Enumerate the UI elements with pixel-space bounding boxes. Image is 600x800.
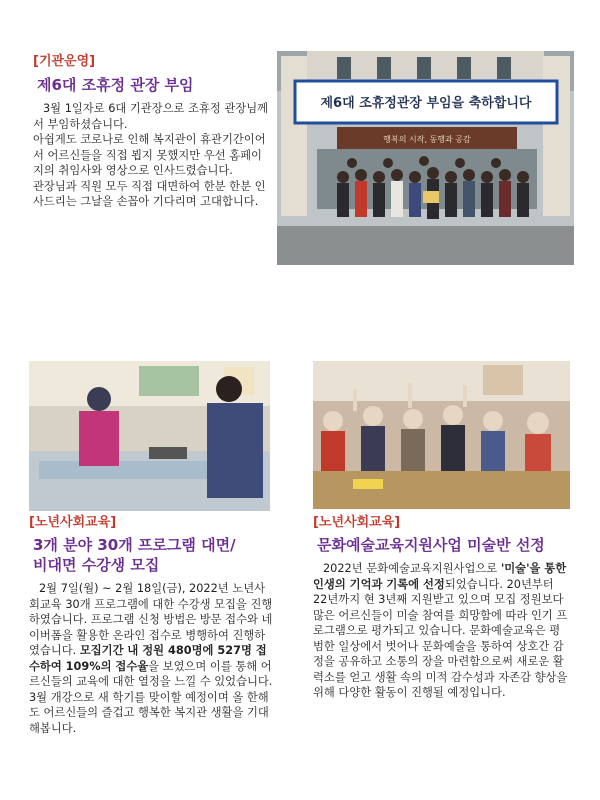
article-2-title-line-1: 3개 분야 30개 프로그램 대면/ xyxy=(33,536,236,554)
building-sign-text: 행복의 시작, 동행과 공감 xyxy=(383,135,471,144)
article-3 xyxy=(313,515,571,701)
article-3-text-part-1: 2022년 문화예술교육지원사업으로 xyxy=(323,562,501,575)
article-2-category: [노년사회교육] xyxy=(29,515,117,530)
article-1 xyxy=(33,54,270,210)
banner-text: 제6대 조휴정관장 부임을 축하합니다 xyxy=(320,96,532,111)
article-3-text-highlight: '미술'을 통한 인생의 기억과 기록에 선정 xyxy=(313,562,567,591)
article-2-title-line-2: 비대면 수강생 모집 xyxy=(33,556,160,574)
article-2-body xyxy=(29,581,273,736)
article-2-text-part-1: 2월 7일(월) ~ 2월 18일(금), 2022년 노년사회교육 30개 프로그램에 대한 수강생 모집을 진행하였습니다. 프로그램 신청 방법은 방문 접수와 네이버폼을 활용한 온라인 접수로 병행하여 진행하였습니다. xyxy=(29,582,273,657)
article-2 xyxy=(29,515,273,736)
enrollment-photo-illustration xyxy=(29,361,270,511)
art-class-photo-illustration xyxy=(313,361,570,509)
article-3-text-part-2: 되었습니다. 20년부터 22년까지 현 3년째 지원받고 있으며 모집 정원보다 많은 어르신들이 미술 참여를 희망함에 따라 인기 프로그램으로 평가되고 있습니다. 문화예술교육은 평범한 일상에서 벗어나 문화예술을 통하여 상호간 감정을 공유하고 소통의 장을 마련함으로써 새로운 활력소를 얻고 생활 속의 미적 감수성과 자존감 향상을 위해 다양한 활동이 진행될 예정입니다. xyxy=(313,577,568,699)
article-1-title: 제6대 조휴정 관장 부임 xyxy=(37,76,194,94)
article-2-text-part-2: 을 보였으며 이를 통해 어르신들의 교육에 대한 열정을 느낄 수 있었습니다. 3월 개강으로 새 학기를 맞이할 예정이며 올 한해도 어르신들의 즐겁고 행복한 복지관 생활을 기대해봅니다. xyxy=(29,659,273,735)
article-1-category: [기관운영] xyxy=(33,54,96,69)
article-2-title xyxy=(29,535,273,575)
article-3-body xyxy=(313,561,571,701)
inauguration-photo-illustration xyxy=(277,51,574,265)
art-class-photo xyxy=(313,361,570,509)
article-3-title: 문화예술교육지원사업 미술반 선정 xyxy=(317,536,545,554)
article-1-paragraph: 아쉽게도 코로나로 인해 복지관이 휴관기간이어서 어르신들을 직접 뵙지 못했지만 우선 홈페이지의 취임사와 영상으로 인사드렸습니다. xyxy=(33,133,266,177)
article-3-category: [노년사회교육] xyxy=(313,515,401,530)
article-1-paragraph: 관장님과 직원 모두 직접 대면하여 한분 한분 인사드리는 그날을 손꼽아 기다리며 고대합니다. xyxy=(33,179,266,208)
article-1-paragraph: 3월 1일자로 6대 기관장으로 조휴정 관장님께서 부임하셨습니다. xyxy=(33,102,269,131)
enrollment-photo xyxy=(29,361,270,511)
article-1-body xyxy=(33,101,270,210)
article-2-text-highlight: 모집기간 내 정원 480명에 527명 접수하여 109%의 접수율 xyxy=(29,644,267,673)
inauguration-photo xyxy=(277,51,574,265)
